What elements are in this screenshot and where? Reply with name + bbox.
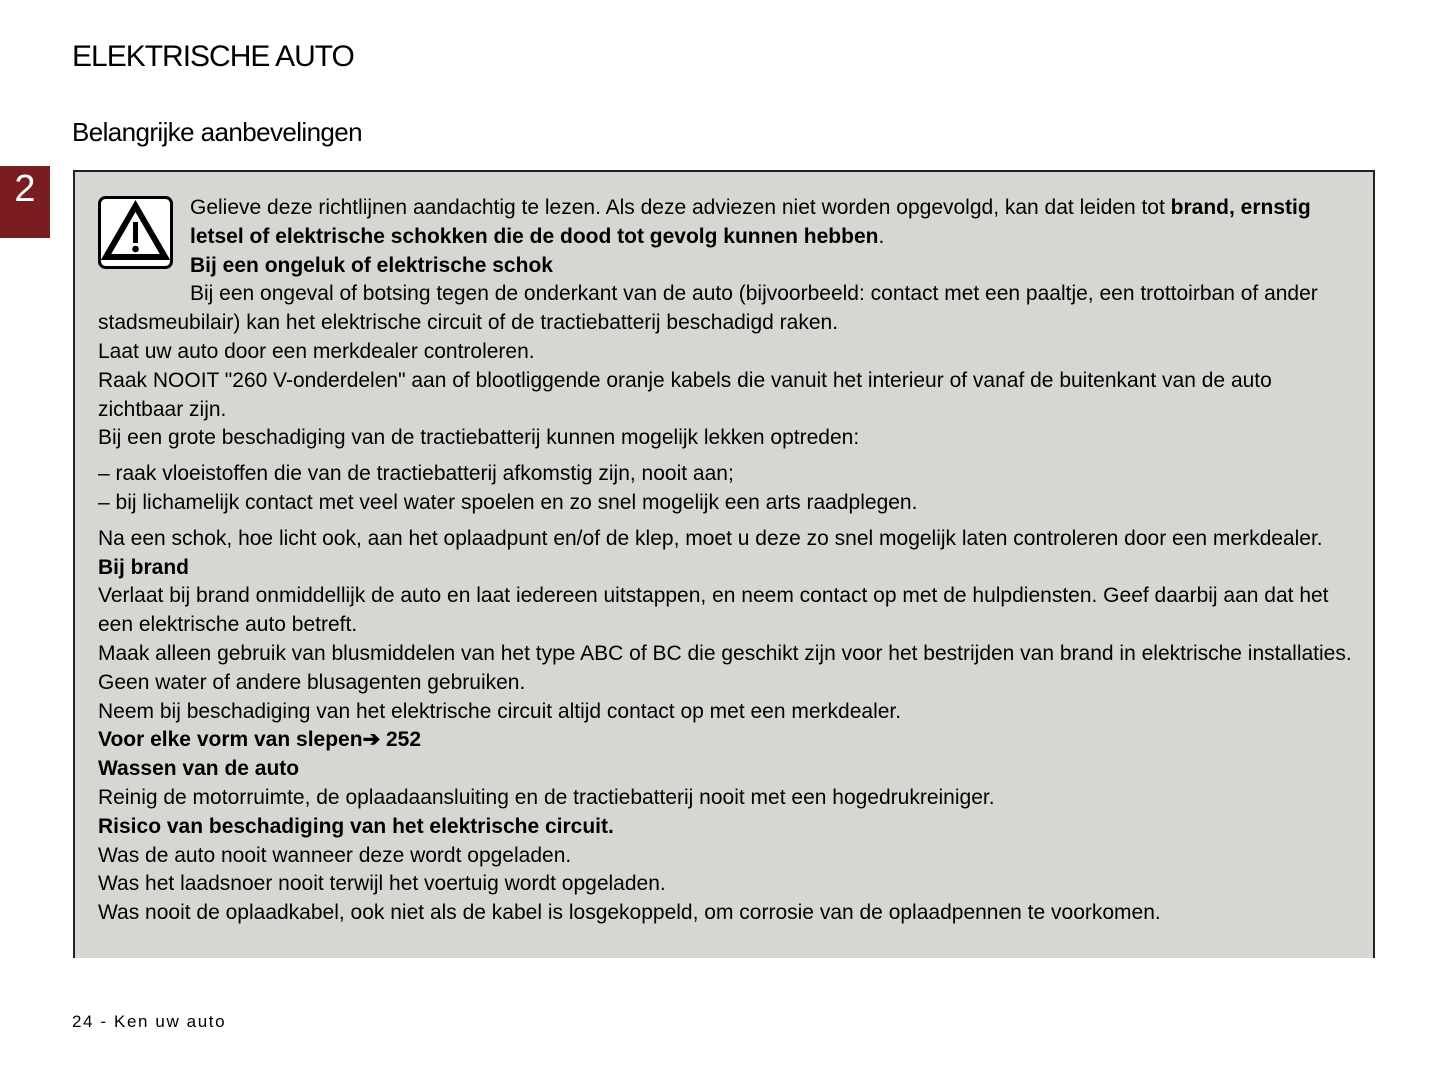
page-title: ELEKTRISCHE AUTO [72,40,354,73]
heading-risk: Risico van beschadiging van het elektrische circuit. [98,814,614,838]
warning-triangle-icon [98,194,172,294]
heading-towing: Voor elke vorm van slepen [98,728,363,752]
heading-fire: Bij brand [98,555,190,579]
paragraph: Reinig de motorruimte, de oplaadaansluiting en de tractiebatterij nooit met een hogedrukreiniger. [98,785,995,809]
section-title: Belangrijke aanbevelingen [72,117,363,147]
page-reference-link[interactable]: ➔ 252 [362,728,422,752]
paragraph: Neem bij beschadiging van het elektrische circuit altijd contact op met een merkdealer. [98,699,902,723]
list-item: – bij lichamelijk contact met veel water spoelen en zo snel mogelijk een arts raadplegen. [98,490,918,514]
warning-box [73,170,1375,958]
chapter-tab: 2 [0,166,50,238]
paragraph: Was nooit de oplaadkabel, ook niet als de kabel is losgekoppeld, om corrosie van de oplaadpennen te voorkomen. [98,901,1161,925]
paragraph: Laat uw auto door een merkdealer controleren. [98,339,535,363]
heading-accident: Bij een ongeluk of elektrische schok [190,253,553,277]
paragraph: Verlaat bij brand onmiddellijk de auto en laat iedereen uitstappen, en neem contact op met de hulpdiensten. Geef daarbij aan dat het een elektrische auto betreft. [98,584,1329,637]
paragraph: Na een schok, hoe licht ook, aan het oplaadpunt en/of de klep, moet u deze zo snel mogelijk laten controleren door een merkdealer. [98,526,1323,550]
heading-washing: Wassen van de auto [98,757,300,781]
paragraph: Was de auto nooit wanneer deze wordt opgeladen. [98,843,572,867]
paragraph: Was het laadsnoer nooit terwijl het voertuig wordt opgeladen. [98,872,666,896]
warning-intro: Gelieve deze richtlijnen aandachtig te lezen. Als deze adviezen niet worden opgevolgd, kan dat leiden tot brand, ernstig letsel of elektrische schokken die de dood tot gevolg kunnen hebben. [190,196,1311,248]
paragraph: Bij een grote beschadiging van de tractiebatterij kunnen mogelijk lekken optreden: [98,426,860,450]
paragraph: Bij een ongeval of botsing tegen de onderkant van de auto (bijvoorbeeld: contact met een paaltje, een trottoirban of ander stadsmeubilair) kan het elektrische circuit of de tractiebatterij beschadigd raken. [98,282,1318,335]
paragraph: Maak alleen gebruik van blusmiddelen van het type ABC of BC die geschikt zijn voor het bestrijden van brand in elektrische installaties. Geen water of andere blusagenten gebruiken. [98,641,1352,694]
page-footer: 24 - Ken uw auto [72,1012,227,1031]
leak-list [98,460,1358,518]
list-item: – raak vloeistoffen die van de tractiebatterij afkomstig zijn, nooit aan; [98,462,734,486]
paragraph: Raak NOOIT "260 V-onderdelen" aan of blootliggende oranje kabels die vanuit het interieur of vanaf de buitenkant van de auto zichtbaar zijn. [98,368,1272,421]
